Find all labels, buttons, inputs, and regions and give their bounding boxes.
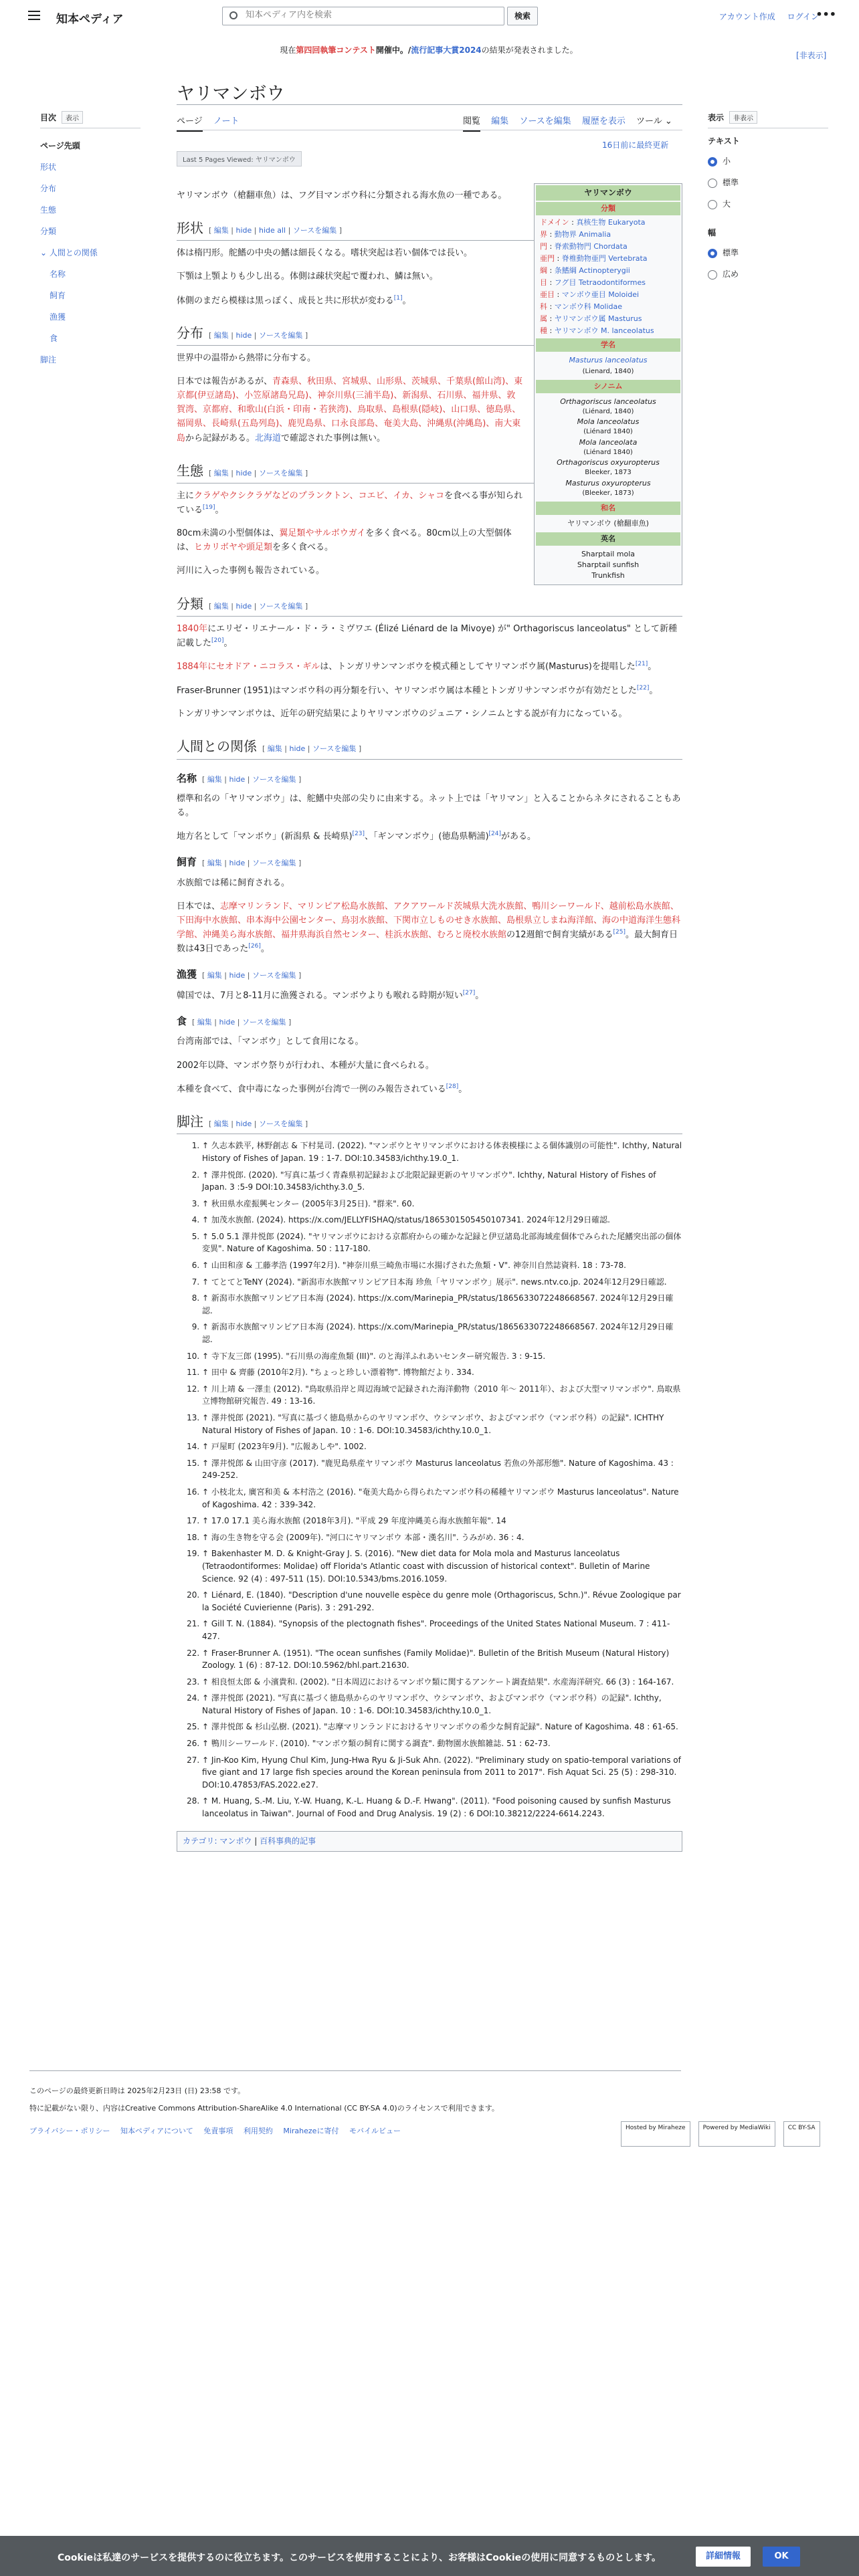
references-list: [202, 1140, 682, 1820]
taxon-rank[interactable]: 綱: [540, 266, 547, 276]
cls-p4: トンガリサンマンボウは、近年の研究結果によりヤリマンボウのジュニア・シノニムとする説が有力になっている。: [177, 709, 628, 720]
category-link[interactable]: 百科事典的記事: [260, 1836, 316, 1846]
reference-item[interactable]: 11. ↑ 田中 & 齊藤 (2010年2月). "ちょっと珍しい漂着物". 博物館だより. 334.: [202, 1366, 682, 1379]
eco-p2: 80cm未満の小型個体は、翼足類やサルボウガイを多く食べる。80cm以上の大型個体は、ヒカリボヤや頭足類を多く食べる。: [177, 528, 512, 553]
taxon-rank[interactable]: 門: [540, 242, 547, 251]
taxobox-row: 種 : ヤリマンボウ M. lanceolatus: [540, 326, 654, 335]
food-p3: 本種を食べて、食中毒になった事例が台湾で一例のみ報告されている[28]。: [177, 1083, 468, 1094]
shape-p1: 体は楕円形。舵鰭の中央の鰭は細長くなる。嗜状突起は若い個体では長い。: [177, 248, 473, 259]
synonym-line: (Liénard 1840): [583, 448, 633, 456]
synonym-line: Mola lanceolata: [579, 437, 638, 447]
toc-item[interactable]: 分布: [40, 184, 57, 193]
last-visited-box: Last 5 Pages Viewed: ヤリマンボウ: [177, 151, 302, 167]
user-links: [710, 11, 819, 22]
tab-talk[interactable]: ノート: [213, 116, 240, 126]
reference-item[interactable]: 22. ↑ Fraser-Brunner A. (1951). "The ocean sunfishes (Family Molidae)". Bulletin of the British Museum (Natural History) Zoology. 1 (6) : 87-12. DOI:10.5962/bhl.part.21630.: [202, 1647, 682, 1672]
radio-icon[interactable]: [708, 270, 717, 280]
toc-item[interactable]: 形状: [40, 163, 57, 172]
taxon-rank[interactable]: 科: [540, 302, 547, 311]
footer-last-modified: このページの最終更新日時は 2025年2月23日 (日) 23:58 です。: [29, 2086, 246, 2095]
text-size-label: テキスト: [708, 136, 740, 146]
reference-item[interactable]: 14. ↑ 戸屋町 (2023年9月). "広報あしや". 1002.: [202, 1440, 682, 1453]
reference-item[interactable]: 25. ↑ 澤井悦郎 & 杉山弘樹. (2021). "志摩マリンランドにおけるヤリマンボウの希少な飼育記録". Nature of Kagoshima. 48 : 61-65.: [202, 1721, 682, 1733]
radio-icon[interactable]: [708, 157, 717, 167]
food-p2: 2002年以降、マンボウ祭りが行われ、本種が大量に食べられる。: [177, 1060, 434, 1071]
toc-item[interactable]: 食: [50, 334, 58, 343]
toc-item[interactable]: 名称: [50, 270, 66, 279]
tab-edit[interactable]: 編集: [491, 116, 509, 126]
category-link[interactable]: マンボウ: [219, 1836, 252, 1846]
reference-item[interactable]: 5. ↑ 5.0 5.1 澤井悦郎 (2024). "ヤリマンボウにおける京都府からの確かな記録と伊豆諸島北部海域産個体でみられた尾鰭突出部の個体変異". Nature of Kagoshima. 50 : 117-180.: [202, 1230, 682, 1255]
taxobox-row: 属 : ヤリマンボウ属 Masturus: [540, 314, 642, 323]
heading-notes: 脚注 [ 編集 | hide | ソースを編集 ]: [177, 1111, 682, 1134]
text-size-small[interactable]: 小: [708, 150, 828, 172]
search-button[interactable]: 検索: [507, 7, 538, 25]
site-logo[interactable]: 知本ペディア: [56, 13, 124, 26]
tab-read[interactable]: 閲覧: [463, 116, 480, 132]
tab-tools[interactable]: ツール ⌄: [636, 116, 672, 126]
taxon-name[interactable]: フグ目 Tetraodontiformes: [554, 278, 646, 288]
heading-shape: 形状 [ 編集 | hide | hide all | ソースを編集 ]: [177, 217, 682, 241]
heading-fishing: 漁獲 [ 編集 | hide | ソースを編集 ]: [177, 968, 302, 981]
food-p1: 台湾南部では、「マンボウ」として食用になる。: [177, 1037, 364, 1047]
categories-label[interactable]: カテゴリ:: [183, 1836, 217, 1846]
toc-list: [40, 135, 140, 370]
dist-p1: 世界中の温帯から熱帯に分布する。: [177, 353, 316, 364]
search-box[interactable]: [222, 7, 504, 25]
reference-item[interactable]: 1. ↑ 久志本鉄平, 林野創志 & 下村晃司. (2022). "マンボウとヤリマンボウにおける体表模様による個体識別の可能性". Ichthy, Natural History of Fishes of Japan. 19 : 1-7. DOI:10.34583/ichthy.19.0_1.: [202, 1140, 682, 1164]
hideall-link[interactable]: hide all: [258, 226, 286, 235]
taxobox-row: ドメイン : 真核生物 Eukaryota: [540, 218, 646, 227]
heading-name: 名称 [ 編集 | hide | ソースを編集 ]: [177, 772, 302, 784]
taxobox-enname-header: 英名: [536, 532, 680, 546]
eco-p3: 河川に入った事例も報告されている。: [177, 566, 325, 576]
keep-p2: 日本では、志摩マリンランド、マリンピア松島水族館、アクアワールド茨城県大洗水族館、鴨川シーワールド、越前松島水族館、下田海中水族館、串本海中公園センター、鳥羽水族館、下関市立しものせき水族館、島根県立しまね海洋館、海の中道海洋生態科学館、沖縄美ら海水族館、福井県海浜自然センター、桂浜水族館、むろと廃校水族館の12週館で飼育実績がある[25]。最大飼育日数は43日であった[26]。: [177, 901, 680, 954]
footer-links: [29, 2125, 409, 2136]
toc-item[interactable]: 脚注: [40, 355, 57, 364]
radio-icon[interactable]: [708, 200, 717, 209]
taxobox-ennames: [536, 547, 680, 583]
reference-item[interactable]: 21. ↑ Gill T. N. (1884). "Synopsis of the plectognath fishes". Proceedings of the United States National Museum. 7 : 411-427.: [202, 1618, 682, 1642]
taxon-rank[interactable]: ドメイン: [540, 218, 569, 227]
shape-p2: 下顎は上顎よりも少し出る。体側は疎状突起で覆われ、鱗は無い。: [177, 272, 438, 282]
tab-history[interactable]: 履歴を表示: [581, 116, 626, 126]
reference-item[interactable]: 23. ↑ 相良恒太郎 & 小濱貴和. (2002). "日本周辺におけるマンボウ類に関するアンケート調査結果". 水産海洋研究. 66 (3) : 164-167.: [202, 1676, 682, 1689]
appearance-hide-button[interactable]: 非表示: [729, 111, 757, 124]
toc-item[interactable]: 生態: [40, 205, 57, 215]
reference-item[interactable]: 6. ↑ 山田和彦 & 工藤孝浩 (1997年2月). "神奈川県三崎魚市場に水揚げされた魚類・V". 神奈川自然誌資料. 18 : 73-78.: [202, 1259, 682, 1272]
width-wide[interactable]: 広め: [708, 263, 828, 285]
reference-item[interactable]: 27. ↑ Jin-Koo Kim, Hyung Chul Kim, Jung-Hwa Ryu & Ji-Suk Ahn. (2022). "Preliminary study on spatio-temporal variations of five giant and 17 large fish species around the Korean peninsula from 2011 to 2017". Fish Aquat Sci. 25 (5) : 298-310. DOI:10.47853/FAS.2022.e27.: [202, 1754, 682, 1792]
toc-header: 目次 表示: [40, 111, 140, 124]
hide-link[interactable]: hide: [235, 226, 252, 235]
taxon-name[interactable]: ヤリマンボウ属 Masturus: [554, 314, 642, 323]
shape-p3: 体側のまだら模様は黒っぽく、成長と共に形状が変わる[1]。: [177, 294, 411, 306]
last-edited-link[interactable]: 16日前に最終更新: [602, 140, 669, 150]
taxobox-taxonomy: [536, 217, 680, 336]
cookie-ok-button[interactable]: OK: [763, 2547, 800, 2567]
appearance-panel: [708, 111, 828, 285]
reference-item[interactable]: 3. ↑ 秋田県水産振興センター (2005年3月25日). "群来". 60.: [202, 1198, 682, 1210]
cls-p3: Fraser-Brunner (1951)はマンボウ科の再分類を行い、ヤリマンボウ属は本種とトンガリサンマンボウが有効だとした[22]。: [177, 684, 658, 696]
text-size-large[interactable]: 大: [708, 193, 828, 215]
search-icon: [229, 11, 237, 19]
taxon-name[interactable]: 真核生物 Eukaryota: [576, 218, 646, 227]
appearance-header: 表示 非表示: [708, 111, 828, 124]
reference-item[interactable]: 9. ↑ 新潟市水族館マリンピア日本海 (2024). https://x.com/Marinepia_PR/status/1865633072248668567. 2024年12月29日確認.: [202, 1321, 682, 1346]
taxobox-row: 門 : 脊索動物門 Chordata: [540, 242, 628, 251]
reference-item[interactable]: 15. ↑ 澤井悦郎 & 山田守彦 (2017). "鹿児島県産ヤリマンボウ Masturus lanceolatus 若魚の外部形態". Nature of Kagoshima. 43 : 249-252.: [202, 1457, 682, 1482]
radio-icon[interactable]: [708, 179, 717, 188]
name-p2: 地方名として「マンボウ」(新潟県 & 長崎県)[23]、「ギンマンボウ」(徳島県鞆浦)[24]がある。: [177, 830, 537, 842]
miraheze-badge[interactable]: Hosted by Miraheze: [621, 2121, 690, 2147]
view-tabs: [455, 114, 672, 126]
footer-link[interactable]: 免責事項: [203, 2127, 233, 2135]
synonym-line: Orthagoriscus lanceolatus: [560, 397, 656, 407]
aquarium-list[interactable]: 志摩マリンランド、マリンピア松島水族館、アクアワールド茨城県大洗水族館、鴨川シーワールド、越前松島水族館、下田海中水族館、串本海中公園センター、鳥羽水族館、下関市立しものせき水族館、島根県立しまね海洋館、海の中道海洋生態科学館、沖縄美ら海水族館、福井県海浜自然センター、桂浜水族館、むろと廃校水族館: [177, 901, 680, 940]
mediawiki-badge[interactable]: Powered by MediaWiki: [698, 2121, 775, 2147]
taxobox-row: 綱 : 条鰭綱 Actinopterygii: [540, 266, 630, 276]
edit-link[interactable]: 編集: [213, 226, 229, 235]
taxon-rank[interactable]: 属: [540, 314, 547, 323]
reference-item[interactable]: 28. ↑ M. Huang, S.-M. Liu, Y.-W. Huang, K.-L. Huang & D.-F. Hwang". (2011). "Food poisoning caused by sunfish Masturus lanceolatus in Taiwan". Journal of Food and Drug Analysis. 19 (2) : 6 DOI:10.38212/2224-6614.2243.: [202, 1795, 682, 1820]
notice-contest-link[interactable]: 第四回執筆コンテスト: [296, 45, 376, 55]
taxon-rank[interactable]: 種: [540, 326, 547, 335]
heading-food: 食 [ 編集 | hide | ソースを編集 ]: [177, 1015, 292, 1028]
cls-p1: 1840年にエリゼ・リエナール・ド・ラ・ミヴワエ (Élizé Liénard de la Mivoye) が" Orthagoriscus lanceolatus" として新種記載した[20]。: [177, 623, 677, 649]
reference-item[interactable]: 4. ↑ 加茂水族館. (2024). https://x.com/JELLYFISHAQ/status/1865301505450107341. 2024年12月29日確認.: [202, 1214, 682, 1226]
toc-item[interactable]: 飼育: [50, 291, 66, 300]
heading-classification: 分類 [ 編集 | hide | ソースを編集 ]: [177, 593, 682, 617]
footer-badges: [615, 2121, 820, 2147]
reference-item[interactable]: 12. ↑ 川上靖 & 一澤圭 (2012). "鳥取県沿岸と周辺海域で記録された海洋動物（2010 年〜 2011年）、および大型マリマンボウ". 鳥取県立博物館研究報告. 49 : 13-16.: [202, 1383, 682, 1408]
taxobox-row: 科 : マンボウ科 Molidae: [540, 302, 623, 311]
category-box: カテゴリ: マンボウ | 百科事典的記事: [177, 1831, 682, 1852]
taxobox-sciname: Masturus lanceolatus (Lienard, 1840): [569, 355, 648, 375]
site-notice: 現在第四回執筆コンテスト開催中。/流行記事大賞2024の結果が発表されました。: [280, 45, 578, 55]
synonym-line: (Bleeker, 1873): [582, 489, 634, 497]
reference-item[interactable]: 18. ↑ 海の生き物を守る会 (2009年). "河口にヤリマンボウ 本部・漢名川". うみがめ. 36 : 4.: [202, 1531, 682, 1544]
footer-link[interactable]: モバイルビュー: [349, 2127, 401, 2135]
taxobox: [534, 183, 682, 585]
footer-link[interactable]: プライバシー・ポリシー: [29, 2127, 110, 2135]
footer-link[interactable]: 利用契約: [243, 2127, 273, 2135]
article-content: [177, 183, 682, 1852]
footer-link[interactable]: Mirahezeに寄付: [283, 2127, 339, 2135]
width-label: 幅: [708, 228, 717, 237]
notice-award-link[interactable]: 流行記事大賞2024: [411, 45, 482, 55]
taxon-name[interactable]: マンボウ亜目 Moloidei: [561, 290, 640, 299]
edit-source-link[interactable]: ソースを編集: [292, 226, 337, 235]
taxobox-synonym-header: シノニム: [536, 380, 680, 393]
heading-distribution: 分布 [ 編集 | hide | ソースを編集 ]: [177, 322, 682, 346]
taxobox-classification-header: 分類: [536, 202, 680, 215]
english-name: Sharptail mola: [581, 550, 636, 559]
synonym-line: (Liénard, 1840): [582, 407, 634, 415]
taxon-rank[interactable]: 界: [540, 230, 547, 239]
reference-item[interactable]: 13. ↑ 澤井悦郎 (2021). "写真に基づく徳島県からのヤリマンボウ、ウシマンボウ、およびマンボウ（マンボウ科）の記録". ICHTHY Natural History of Fishes of Japan. 10 : 1-6. DOI:10.34583/ichthy.10.0_1.: [202, 1412, 682, 1436]
taxobox-janame: ヤリマンボウ (槍翻車魚): [567, 519, 649, 528]
heading-human: 人間との関係 [ 編集 | hide | ソースを編集 ]: [177, 736, 682, 759]
cookie-more-button[interactable]: 詳細情報: [696, 2547, 751, 2567]
toc-item[interactable]: 分類: [40, 227, 57, 236]
intro-paragraph: ヤリマンボウ（槍翻車魚）は、フグ目マンボウ科に分類される海水魚の一種である。: [177, 191, 507, 201]
taxobox-synonyms: [536, 395, 680, 500]
toc-item[interactable]: ⌄ 人間との関係: [40, 248, 98, 257]
login-link[interactable]: ログイン: [787, 12, 819, 21]
synonym-line: Mola lanceolatus: [577, 417, 640, 427]
toc-item[interactable]: 漁獲: [50, 312, 66, 322]
taxon-name[interactable]: 脊索動物門 Chordata: [554, 242, 628, 251]
reference-item[interactable]: 17. ↑ 17.0 17.1 美ら海水族館 (2018年3月). "平成 29 年度沖縄美ら海水族館年報". 14: [202, 1515, 682, 1527]
taxon-rank[interactable]: 亜目: [540, 290, 555, 299]
reference-item[interactable]: 7. ↑ てとてとTeNY (2024). "新潟市水族館マリンピア日本海 珍魚「ヤリマンボウ」展示". news.ntv.co.jp. 2024年12月29日確認.: [202, 1276, 682, 1289]
places-list[interactable]: 青森県、秋田県、宮城県、山形県、茨城県、千葉県(館山湾)、東京都(伊豆諸島)、小笠原諸島兄島)、神奈川県(三浦半島)、新潟県、石川県、福井県、敦賀湾、京都府、和歌山(白浜・印南・若狭湾)、鳥取県、島根県(隠岐)、山口県、徳島県、福岡県、長崎県(五島列島)、鹿児島県、口永良部島、奄美大島、沖縄県(沖縄島)、南大東島: [177, 377, 523, 443]
tab-page[interactable]: ページ: [177, 116, 203, 132]
menu-icon[interactable]: [28, 11, 40, 20]
synonym-line: (Liénard 1840): [583, 428, 633, 436]
tab-edit-source[interactable]: ソースを編集: [519, 116, 571, 126]
taxobox-row: 亜門 : 脊椎動物亜門 Vertebrata: [540, 254, 648, 263]
reference-item[interactable]: 19. ↑ Bakenhaster M. D. & Knight-Gray J. S. (2016). "New diet data for Mola mola and Masturus lanceolatus (Tetraodontiformes: Molidae) off Florida's Atlantic coast with discussion of historical context". Bulletin of Marine Science. 92 (4) : 497-511 (15). DOI:10.5343/bms.2016.1059.: [202, 1547, 682, 1585]
footer-divider: [29, 2070, 681, 2071]
taxobox-sciname-header: 学名: [536, 338, 680, 352]
keep-p1: 水族館では稀に飼育される。: [177, 877, 290, 888]
width-standard[interactable]: 標準: [708, 242, 828, 263]
reference-item[interactable]: 26. ↑ 鴨川シーワールド. (2010). "マンボウ類の飼育に関する調査". 動物園水族館雑誌. 51 : 62-73.: [202, 1737, 682, 1750]
toc-item[interactable]: ページ先頭: [40, 141, 80, 150]
footer-license: 特に記載がない限り、内容はCreative Commons Attribution-ShareAlike 4.0 International (CC BY-SA 4.0)のライセンスで利用できます。: [29, 2104, 499, 2113]
table-of-contents: [40, 111, 140, 370]
page-title: ヤリマンボウ: [177, 84, 285, 104]
cookie-banner: [0, 2536, 859, 2576]
synonym-line: Bleeker, 1873: [585, 469, 632, 477]
cookie-text: Cookieは私達のサービスを提供するのに役立ちます。このサービスを使用することにより、お客様はCookieの使用に同意するものとします。: [58, 2553, 661, 2563]
reference-item[interactable]: 2. ↑ 澤井悦郎. (2020). "写真に基づく青森県初記録および北限記録更新のヤリマンボウ". Ichthy, Natural History of Fishes of Japan. 3 :5-9 DOI:10.34583/ichthy.3.0_5.: [202, 1169, 682, 1194]
page-tabs: [177, 114, 248, 126]
reference-item[interactable]: 16. ↑ 小枝北太, 廣宮和美 & 本村浩之 (2016). "奄美大島から得られたマンボウ科の稀種ヤリマンボウ Masturus lanceolatus". Nature of Kagoshima. 42 : 339-342.: [202, 1486, 682, 1511]
eco-p1: 主にクラゲやクシクラゲなどのプランクトン、コエビ、イカ、シャコを食べる事が知られている[19]。: [177, 490, 523, 516]
taxon-name[interactable]: 条鰭綱 Actinopterygii: [554, 266, 630, 276]
toc-toggle-button[interactable]: 表示: [62, 111, 83, 124]
fish-p1: 韓国では、7月と8-11月に漁獲される。マンボウよりも喉れる時期が短い[27]。: [177, 989, 484, 1001]
create-account-link[interactable]: アカウント作成: [719, 12, 775, 21]
english-name: Trunkfish: [591, 570, 625, 580]
taxon-name[interactable]: マンボウ科 Molidae: [554, 302, 623, 311]
dist-p2: 日本では報告があるが、青森県、秋田県、宮城県、山形県、茨城県、千葉県(館山湾)、東京都(伊豆諸島)、小笠原諸島兄島)、神奈川県(三浦半島)、新潟県、石川県、福井県、敦賀湾、京都府、和歌山(白浜・印南・若狭湾)、鳥取県、島根県(隠岐)、山口県、徳島県、福岡県、長崎県(五島列島)、鹿児島県、口永良部島、奄美大島、沖縄県(沖縄島)、南大東島から記録がある。北海道で確認された事例は無い。: [177, 377, 523, 443]
taxobox-title: ヤリマンボウ: [536, 185, 680, 201]
english-name: Sharptail sunfish: [577, 560, 640, 569]
taxon-name[interactable]: 動物界 Animalia: [554, 230, 611, 239]
taxobox-row: 目 : フグ目 Tetraodontiformes: [540, 278, 646, 288]
heading-ecology: 生態 [ 編集 | hide | ソースを編集 ]: [177, 460, 682, 484]
heading-keeping: 飼育 [ 編集 | hide | ソースを編集 ]: [177, 856, 302, 869]
reference-item[interactable]: 20. ↑ Liénard, E. (1840). "Description d'une nouvelle espèce du genre mole (Orthagoriscus, Schn.)". Révue Zoologique par la Société Cuvierienne (Paris). 3 : 291-292.: [202, 1589, 682, 1614]
reference-item[interactable]: 24. ↑ 澤井悦郎 (2021). "写真に基づく徳島県からのヤリマンボウ、ウシマンボウ、およびマンボウ（マンボウ科）の記録". Ichthy, Natural History of Fishes of Japan. 10 : 1-6. DOI:10.34583/ichthy.10.0_1.: [202, 1692, 682, 1717]
reference-item[interactable]: 8. ↑ 新潟市水族館マリンピア日本海 (2024). https://x.com/Marinepia_PR/status/1865633072248668567. 2024年12月29日確認.: [202, 1292, 682, 1317]
taxon-name[interactable]: ヤリマンボウ M. lanceolatus: [554, 326, 654, 335]
cls-p2: 1884年にセオドア・ニコラス・ギルは、トンガリサンマンボウを模式種としてヤリマンボウ属(Masturus)を提唱した[21]。: [177, 661, 657, 672]
taxon-rank[interactable]: 目: [540, 278, 547, 288]
radio-icon[interactable]: [708, 249, 717, 258]
more-options-icon[interactable]: •••: [816, 8, 836, 21]
footer-link[interactable]: 知本ペディアについて: [120, 2127, 193, 2135]
cc-license-badge[interactable]: CC BY-SA: [783, 2121, 820, 2147]
taxobox-row: 界 : 動物界 Animalia: [540, 230, 611, 239]
title-divider: [177, 104, 682, 105]
name-p1: 標準和名の「ヤリマンボウ」は、舵鰭中央部の尖りに由来する。ネット上では「ヤリマン」と入ることからネタにされることもある。: [177, 793, 681, 818]
reference-item[interactable]: 10. ↑ 寺下友三郎 (1995). "石川県の海産魚類 (III)". のと海洋ふれあいセンター研究報告. 3 : 9-15.: [202, 1350, 682, 1363]
taxobox-janame-header: 和名: [536, 502, 680, 515]
synonym-line: Orthagoriscus oxyuropterus: [557, 458, 660, 467]
notice-hide-link[interactable]: [非表示]: [796, 51, 827, 60]
search-input[interactable]: [246, 10, 486, 20]
taxon-name[interactable]: 脊椎動物亜門 Vertebrata: [561, 254, 648, 263]
taxon-rank[interactable]: 亜門: [540, 254, 555, 263]
text-size-standard[interactable]: 標準: [708, 172, 828, 193]
taxobox-row: 亜目 : マンボウ亜目 Moloidei: [540, 290, 640, 299]
site-header: [0, 0, 859, 37]
synonym-line: Masturus oxyuropterus: [565, 478, 651, 488]
